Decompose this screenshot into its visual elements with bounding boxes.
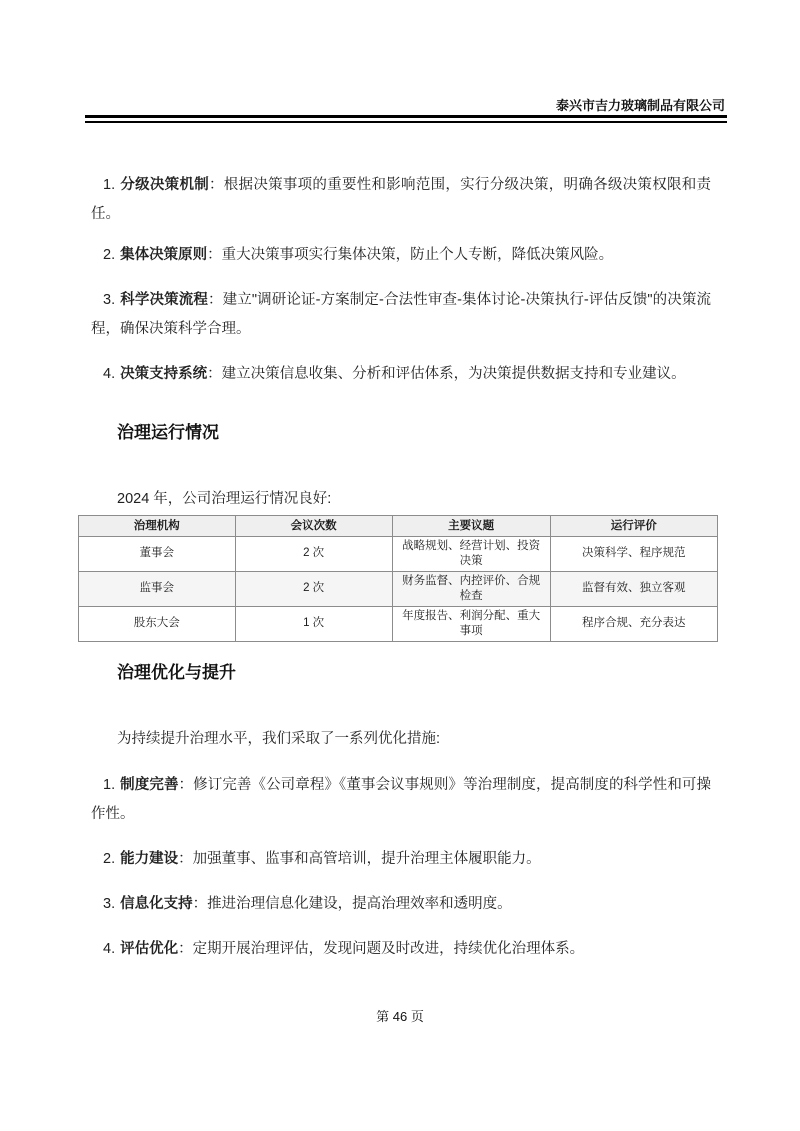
item-term: 能力建设	[120, 850, 179, 867]
item-number: 4.	[103, 940, 116, 957]
table-row	[79, 606, 718, 641]
list-item-decision-1	[91, 171, 711, 229]
col-header-meetings: 会议次数	[235, 516, 392, 537]
cell-body: 股东大会	[79, 606, 236, 641]
section-title-operation: 治理运行情况	[117, 423, 219, 442]
company-name-header: 泰兴市吉力玻璃制品有限公司	[555, 98, 725, 113]
cell-body: 监事会	[79, 571, 236, 606]
item-text: ：加强董事、监事和高管培训，提升治理主体履职能力。	[178, 850, 541, 867]
item-term: 集体决策原则	[120, 246, 208, 263]
item-number: 3.	[103, 291, 116, 308]
item-term: 分级决策机制	[120, 176, 210, 193]
list-item-decision-2	[91, 241, 711, 270]
item-text: ：修订完善《公司章程》《董事会议事规则》等治理制度，提高制度的科学性和可操作性。	[91, 776, 712, 822]
governance-table	[78, 515, 718, 642]
col-header-body: 治理机构	[79, 516, 236, 537]
item-number: 2.	[103, 246, 116, 263]
item-term: 评估优化	[120, 940, 179, 957]
table-row	[79, 537, 718, 572]
item-number: 2.	[103, 850, 116, 867]
item-term: 科学决策流程	[120, 291, 208, 308]
col-header-evaluation: 运行评价	[550, 516, 717, 537]
page-number: 第 46 页	[376, 1009, 424, 1024]
list-item-optimization-4	[91, 935, 711, 964]
header-double-rule	[85, 115, 727, 123]
item-number: 1.	[103, 176, 116, 193]
item-text: ：根据决策事项的重要性和影响范围，实行分级决策，明确各级决策权限和责任。	[91, 176, 712, 222]
cell-meetings: 2 次	[235, 571, 392, 606]
operation-intro-text: 2024 年，公司治理运行情况良好:	[117, 490, 332, 507]
list-item-optimization-2	[91, 845, 711, 874]
list-item-optimization-1	[91, 771, 711, 829]
cell-topics: 年度报告、利润分配、重大事项	[392, 606, 550, 641]
optimization-intro-text: 为持续提升治理水平，我们采取了一系列优化措施:	[117, 730, 441, 747]
cell-topics: 财务监督、内控评价、合规检查	[392, 571, 550, 606]
item-number: 1.	[103, 776, 116, 793]
list-item-decision-3	[91, 286, 711, 344]
item-text: ：定期开展治理评估，发现问题及时改进，持续优化治理体系。	[178, 940, 585, 957]
cell-body: 董事会	[79, 537, 236, 572]
item-term: 决策支持系统	[120, 365, 208, 382]
cell-evaluation: 程序合规、充分表达	[550, 606, 717, 641]
item-number: 4.	[103, 365, 116, 382]
table-row	[79, 571, 718, 606]
item-term: 制度完善	[120, 776, 179, 793]
item-text: ：建立决策信息收集、分析和评估体系，为决策提供数据支持和专业建议。	[207, 365, 686, 382]
list-item-optimization-3	[91, 890, 711, 919]
cell-evaluation: 监督有效、独立客观	[550, 571, 717, 606]
table-header-row	[79, 516, 718, 537]
item-text: ：重大决策事项实行集体决策，防止个人专断，降低决策风险。	[207, 246, 614, 263]
item-number: 3.	[103, 895, 116, 912]
cell-evaluation: 决策科学、程序规范	[550, 537, 717, 572]
col-header-topics: 主要议题	[392, 516, 550, 537]
cell-topics: 战略规划、经营计划、投资决策	[392, 537, 550, 572]
item-text: ：推进治理信息化建设，提高治理效率和透明度。	[192, 895, 512, 912]
item-text: ：建立"调研论证-方案制定-合法性审查-集体讨论-决策执行-评估反馈"的决策流程，确保决策科学合理。	[91, 291, 712, 337]
cell-meetings: 1 次	[235, 606, 392, 641]
list-item-decision-4	[91, 360, 711, 389]
section-title-optimization: 治理优化与提升	[117, 663, 236, 682]
cell-meetings: 2 次	[235, 537, 392, 572]
item-term: 信息化支持	[120, 895, 193, 912]
